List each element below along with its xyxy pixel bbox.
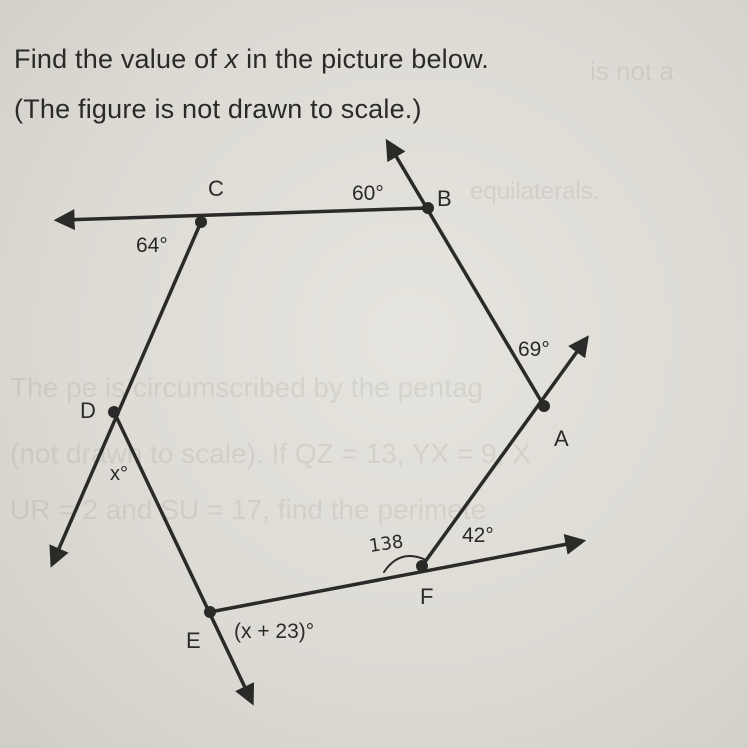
handwritten-note-138: 138 xyxy=(367,531,405,557)
vertex-label-e: E xyxy=(186,628,201,653)
vertex-label-c: C xyxy=(208,176,224,201)
angle-label-e: (x + 23)° xyxy=(234,620,315,643)
vertex-label-a: A xyxy=(554,426,569,451)
bleed-through-text: The pe is circumscribed by the pentag xyxy=(10,372,484,403)
ray-ab-up xyxy=(390,146,544,406)
vertex-dot-e xyxy=(204,606,216,618)
question-line-2: (The figure is not drawn to scale.) xyxy=(14,94,422,124)
ray-bc-left xyxy=(62,208,428,220)
angle-label-d: x° xyxy=(110,463,128,485)
angle-label-f: 42° xyxy=(462,524,494,547)
vertex-label-b: B xyxy=(437,186,452,211)
variable-x: x xyxy=(224,44,239,74)
ray-fa-up xyxy=(422,342,584,566)
ray-cd-down xyxy=(54,222,201,560)
vertex-label-f: F xyxy=(420,584,434,609)
bleed-through-text: UR = 2 and SU = 17, find the perimete xyxy=(10,494,487,525)
bleed-through-text: (not drawn to scale). If QZ = 13, YX = 9, X xyxy=(10,438,531,469)
question-text-start: Find the value of xyxy=(14,44,225,74)
vertex-dot-a xyxy=(538,400,550,412)
vertex-dot-d xyxy=(108,406,120,418)
bleed-through-text: equilaterals. xyxy=(470,178,600,205)
angle-label-a: 69° xyxy=(518,338,550,361)
angle-label-b: 60° xyxy=(352,182,384,205)
angle-label-c: 64° xyxy=(136,234,168,257)
vertex-label-d: D xyxy=(80,398,96,423)
vertex-dot-b xyxy=(422,202,434,214)
question-text-end: in the picture below. xyxy=(238,44,489,74)
bleed-through-text: is not a xyxy=(590,56,674,86)
vertex-dot-f xyxy=(416,560,428,572)
ray-de-down xyxy=(114,412,250,698)
vertex-dot-c xyxy=(195,216,207,228)
